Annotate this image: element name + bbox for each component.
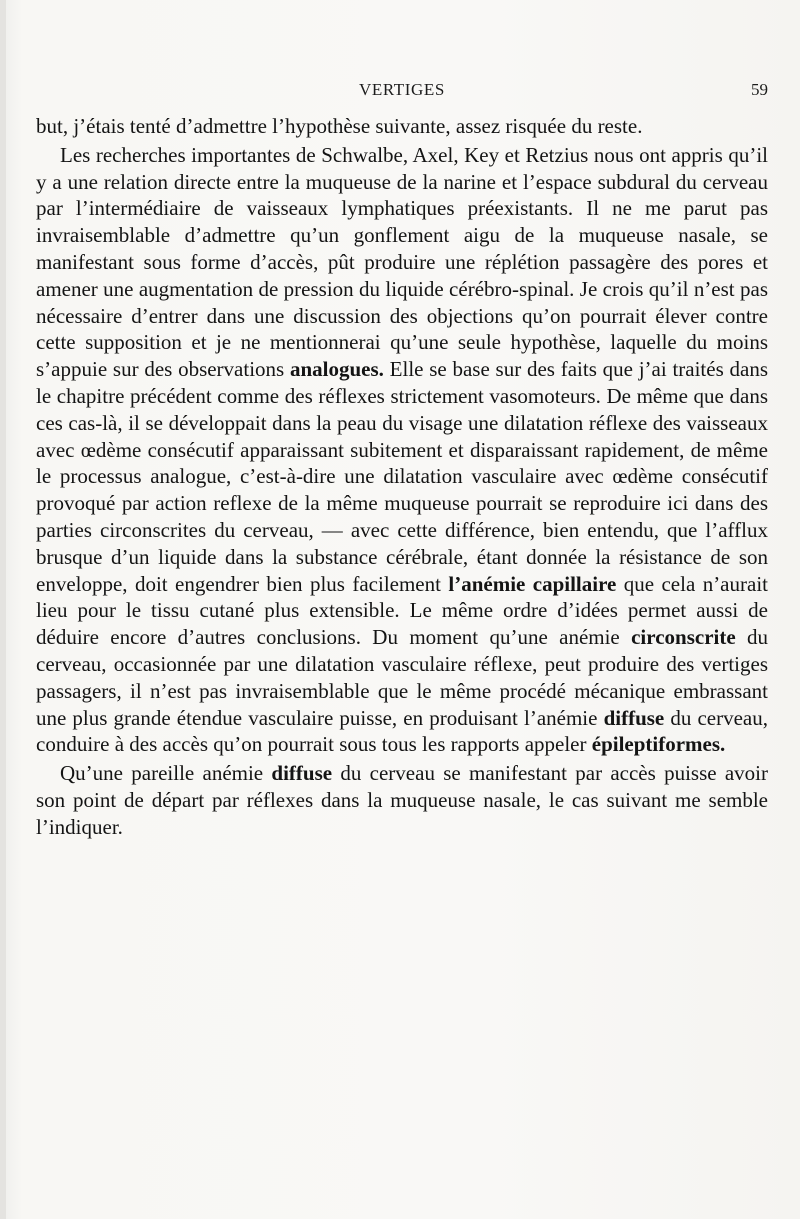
text-run: du cerveau, occasionnée par une dilatation vasculaire réflexe, peut produire des vertiges passagers, il n’est pas invraisemblable que le même procédé mécanique embrassant une plus grande étendue vasculaire puisse, en produisant l’anémie (36, 625, 769, 730)
emphasized-text: épileptiformes. (591, 732, 726, 757)
text-run: que cela n’aurait lieu pour le tissu cutané plus extensible. Le même ordre d’idées permet aussi de déduire encore d’autres conclusions. Du moment qu’une anémie (36, 571, 768, 650)
page-number: 59 (751, 80, 768, 99)
running-title: VERTIGES (359, 80, 445, 99)
page-edge-shadow (0, 0, 6, 1219)
text-run: du cerveau se manifestant par accès puisse avoir son point de départ par réflexes dans la muqueuse nasale, le cas suivant me semble l’indiquer. (36, 761, 769, 839)
emphasized-text: l’anémie capillaire (448, 571, 617, 596)
paragraph (36, 142, 768, 758)
text-run: Qu’une pareille anémie (60, 761, 272, 786)
bleed-through-text (60, 1158, 760, 1174)
text-run: du cerveau, conduire à des accès qu’on pourrait sous tous les rapports appeler (36, 705, 768, 757)
body-text (36, 113, 768, 841)
emphasized-text: circonscrite (631, 625, 736, 650)
emphasized-text: diffuse (603, 705, 665, 730)
paragraph (36, 113, 768, 140)
text-run: Elle se base sur des faits que j’ai traités dans le chapitre précédent comme des réflexes strictement vasomoteurs. De même que dans ces cas-là, il se développait dans la peau du visage une dilatation réflexe des vaisseaux avec œdème consécutif apparaissant subitement et disparaissant rapidement, de même le processus analogue, c’est-à-dire une dilatation vasculaire avec œdème consécutif provoqué par action reflexe de la même muqueuse pourrait se reproduire ici dans des parties circonscrites du cerveau, — avec cette différence, bien entendu, que l’afflux brusque d’un liquide dans la substance cérébrale, étant donnée la résistance de son enveloppe, doit engendrer bien plus facilement (36, 357, 768, 596)
text-run: Les recherches importantes de Schwalbe, Axel, Key et Retzius nous ont appris qu’il y a une relation directe entre la muqueuse de la narine et l’espace subdural du cerveau par l’intermédiaire de vaisseaux lymphatiques préexistants. Il ne me parut pas invraisemblable d’admettre qu’un gonflement aigu de la muqueuse nasale, se manifestant sous forme d’accès, pût produire une réplétion passagère des pores et amener une augmentation de pression du liquide cérébro-spinal. Je crois qu’il n’est pas nécessaire d’entrer dans une discussion des objections qu’on pourrait élever contre cette supposition et je ne mentionnerai qu’une seule hypothèse, laquelle du moins s’appuie sur des observations (36, 142, 768, 382)
text-run: but, j’étais tenté d’admettre l’hypothèse suivante, assez risquée du reste. (36, 114, 643, 138)
emphasized-text: diffuse (271, 761, 333, 786)
emphasized-text: analogues. (289, 357, 384, 382)
page-header (36, 80, 768, 104)
paragraph (36, 760, 768, 840)
